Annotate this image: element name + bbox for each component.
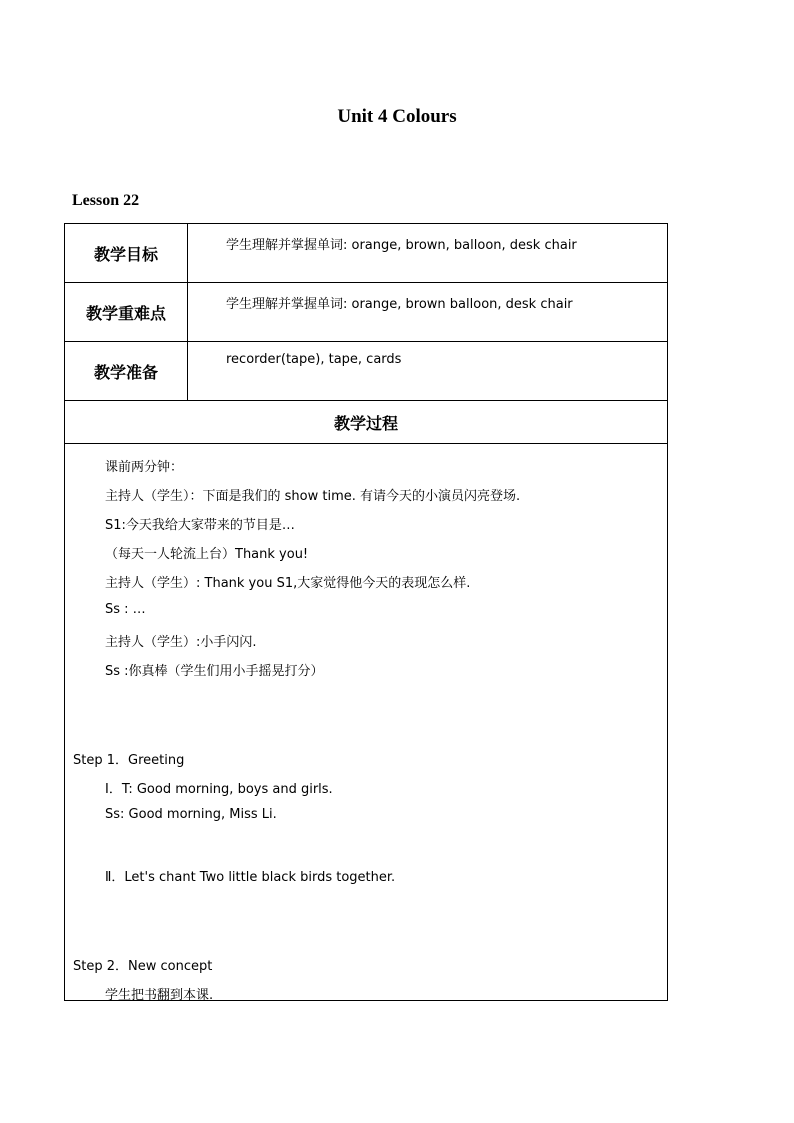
table-row [65,342,668,401]
row-label-preparation: 教学准备 [65,342,188,401]
step-2-heading: Step 2．New concept [73,959,213,974]
process-line-4: （每天一人轮流上台）Thank you! [105,547,309,562]
table-row [65,283,668,342]
section-title-process: 教学过程 [65,401,668,444]
process-line-1: 课前两分钟： [105,460,184,475]
step-1-item-1-response: Ss: Good morning, Miss Li. [105,807,277,822]
step-1-heading: Step 1．Greeting [73,753,185,768]
process-line-5: 主持人（学生）: Thank you S1,大家觉得他今天的表现怎么样. [105,576,471,591]
process-cell [65,444,668,1001]
row-value-key-points: 学生理解并掌握单词: orange, brown balloon, desk chair [188,283,668,342]
row-value-preparation: recorder(tape), tape, cards [188,342,668,401]
process-line-2: 主持人（学生）：下面是我们的 show time. 有请今天的小演员闪亮登场. [105,489,521,504]
row-label-objectives: 教学目标 [65,224,188,283]
page-title: Unit 4 Colours [337,106,457,127]
step-1-item-2: Ⅱ．Let's chant Two little black birds together. [105,870,396,885]
lesson-heading: Lesson 22 [72,192,140,209]
process-line-3: S1:今天我给大家带来的节目是… [105,518,295,533]
process-line-7: 主持人（学生）:小手闪闪. [105,635,257,650]
step-1-item-1: Ⅰ．T: Good morning, boys and girls. [105,782,333,797]
table-row [65,224,668,283]
table-row [65,444,668,1001]
process-line-8: Ss :你真棒（学生们用小手摇晃打分） [105,664,324,679]
row-value-objectives: 学生理解并掌握单词: orange, brown, balloon, desk chair [188,224,668,283]
process-line-6: Ss : … [105,602,146,617]
step-2-item-1: 学生把书翻到本课. [105,988,214,1003]
table-row [65,401,668,444]
row-label-key-points: 教学重难点 [65,283,188,342]
lesson-plan-table [64,223,668,1001]
